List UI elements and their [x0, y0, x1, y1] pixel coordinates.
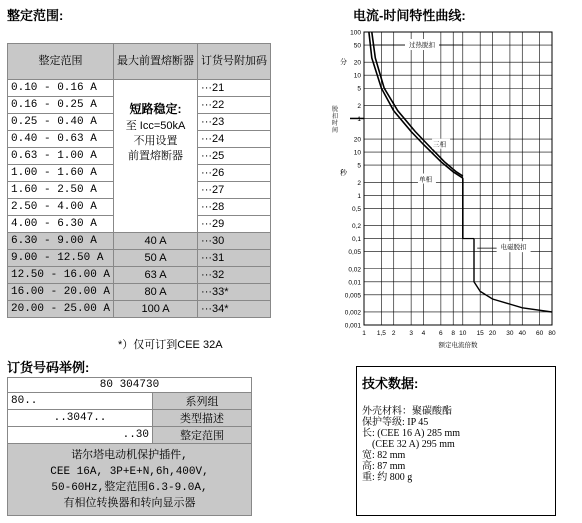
order-code: ..30 [8, 427, 153, 444]
y-tick-label: 2 [357, 179, 361, 187]
x-tick-label: 20 [488, 330, 497, 337]
code-cell: ···34* [198, 301, 271, 318]
code-cell: ···33* [198, 284, 271, 301]
y-tick-label: 0,05 [348, 249, 361, 257]
y-tick-label: 0,01 [348, 279, 361, 287]
curve-title: 电流-时间特性曲线: [353, 8, 466, 23]
range-cell: 6.30 - 9.00 A [8, 233, 114, 250]
code-cell: ···23 [198, 114, 271, 131]
order-label: 类型描述 [153, 410, 252, 427]
code-cell: ···30 [198, 233, 271, 250]
order-code: ..3047.. [8, 410, 153, 427]
code-cell: ···32 [198, 267, 271, 284]
y-tick-label: 0,02 [348, 266, 361, 274]
x-tick-label: 4 [421, 330, 426, 337]
header-code: 订货号附加码 [198, 44, 271, 80]
range-cell: 4.00 - 6.30 A [8, 216, 114, 233]
x-tick-label: 60 [536, 330, 544, 337]
annotation-single-phase: 单相 [418, 176, 432, 184]
range-cell: 1.00 - 1.60 A [8, 165, 114, 182]
x-tick-label: 3 [409, 330, 413, 337]
x-tick-label: 1,5 [376, 330, 386, 337]
curve-three-phase [369, 32, 463, 178]
desc-line: 50-60Hz,整定范围6.3-9.0A, [51, 481, 208, 494]
footnote: *）仅可订到CEE 32A [118, 339, 223, 351]
y-tick-label: 20 [353, 136, 361, 144]
y-unit-min: 分 [340, 59, 347, 66]
code-cell: ···25 [198, 148, 271, 165]
y-side-label-char: 扣 [332, 113, 339, 120]
x-tick-label: 10 [459, 330, 467, 337]
fuse-cell: 63 A [114, 267, 198, 284]
code-cell: ···27 [198, 182, 271, 199]
range-cell: 2.50 - 4.00 A [8, 199, 114, 216]
spec-box [356, 366, 556, 516]
spec-line: 保护等级: IP 45 [362, 417, 429, 428]
range-row [8, 284, 271, 301]
range-row [8, 233, 271, 250]
code-cell: ···24 [198, 131, 271, 148]
x-tick-label: 8 [451, 330, 456, 337]
range-cell: 20.00 - 25.00 A [8, 301, 114, 318]
curve-single-phase [372, 32, 463, 176]
range-title: 整定范围: [7, 8, 64, 23]
spec-line: 长: (CEE 16 A) 285 mm [362, 428, 461, 439]
range-row [8, 301, 271, 318]
fuse-cell: 100 A [114, 301, 198, 318]
x-tick-label: 6 [439, 330, 443, 337]
range-cell: 9.00 - 12.50 A [8, 250, 114, 267]
x-tick-label: 15 [476, 330, 484, 337]
y-tick-label: 1 [357, 192, 361, 200]
range-row [8, 267, 271, 284]
fuse-cell: 40 A [114, 233, 198, 250]
order-label: 系列组 [153, 393, 252, 410]
y-tick-label: 0,2 [351, 223, 361, 231]
x-tick-label: 2 [391, 330, 396, 337]
fuse-cell: 80 A [114, 284, 198, 301]
spec-title: 技术数据: [362, 376, 419, 391]
fuse-cell: 50 A [114, 250, 198, 267]
range-cell: 0.63 - 1.00 A [8, 148, 114, 165]
trip-curve-chart [330, 22, 558, 358]
range-cell: 1.60 - 2.50 A [8, 182, 114, 199]
note-line: 前置熔断器 [128, 150, 184, 162]
x-tick-label: 1 [362, 330, 366, 337]
range-cell: 0.25 - 0.40 A [8, 114, 114, 131]
short-circuit-note [114, 80, 198, 233]
annotation-three-phase: 三相 [433, 141, 447, 149]
order-label: 整定范围 [153, 427, 252, 444]
desc-line: 有相位转换器和转向显示器 [63, 497, 196, 510]
y-tick-label: 1 [357, 115, 361, 123]
order-number: 80 304730 [8, 378, 252, 393]
y-side-label-char: 间 [332, 127, 339, 134]
x-tick-label: 40 [518, 330, 526, 337]
note-line: 不用设置 [133, 135, 178, 147]
order-code: 80.. [8, 393, 153, 410]
order-description [8, 444, 252, 516]
header-range: 整定范围 [8, 44, 114, 80]
spec-line: 高: 87 mm [362, 461, 406, 472]
note-title: 短路稳定: [129, 102, 182, 116]
y-tick-label: 0,1 [351, 236, 361, 244]
range-cell: 0.40 - 0.63 A [8, 131, 114, 148]
range-cell: 0.16 - 0.25 A [8, 97, 114, 114]
y-tick-label: 0,005 [344, 292, 361, 300]
code-cell: ···21 [198, 80, 271, 97]
annotation-thermal: 过热脱扣 [408, 42, 435, 50]
annotation-magnetic: 电磁脱扣 [500, 244, 527, 252]
order-title: 订货号码举例: [7, 360, 90, 375]
order-table [7, 377, 252, 516]
code-cell: ···28 [198, 199, 271, 216]
y-side-label-char: 脱 [332, 106, 339, 113]
x-axis-label: 额定电流倍数 [438, 342, 478, 349]
code-cell: ···26 [198, 165, 271, 182]
header-fuse: 最大前置熔断器 [114, 44, 198, 80]
spec-line: (CEE 32 A) 295 mm [362, 439, 455, 450]
y-tick-label: 0,5 [351, 205, 361, 213]
desc-line: 诺尔塔电动机保护插件, [71, 449, 188, 462]
x-tick-label: 80 [548, 330, 556, 337]
x-tick-label: 30 [506, 330, 514, 337]
plot-frame [364, 32, 552, 325]
range-row [8, 250, 271, 267]
code-cell: ···31 [198, 250, 271, 267]
code-cell: ···22 [198, 97, 271, 114]
range-cell: 12.50 - 16.00 A [8, 267, 114, 284]
y-tick-label: 0,002 [344, 309, 361, 317]
y-unit-sec: 秒 [340, 170, 347, 178]
y-tick-label: 2 [357, 102, 361, 110]
desc-line: CEE 16A, 3P+E+N,6h,400V, [50, 465, 209, 478]
y-tick-label: 100 [350, 29, 361, 37]
y-tick-label: 10 [353, 149, 361, 157]
range-cell: 16.00 - 20.00 A [8, 284, 114, 301]
note-line: 至 Icc=50kA [125, 120, 186, 132]
y-tick-label: 5 [357, 85, 361, 93]
range-cell: 0.10 - 0.16 A [8, 80, 114, 97]
y-tick-label: 10 [353, 72, 361, 80]
code-cell: ···29 [198, 216, 271, 233]
y-side-label-char: 时 [332, 120, 339, 127]
y-tick-label: 50 [353, 42, 361, 50]
range-row [8, 80, 271, 97]
spec-line: 宽: 82 mm [362, 450, 406, 461]
range-table [7, 43, 271, 318]
y-tick-label: 0,001 [344, 322, 361, 330]
spec-line: 外壳材料：聚碳酸酯 [362, 406, 452, 417]
y-tick-label: 5 [357, 162, 361, 170]
y-tick-label: 20 [353, 59, 361, 67]
spec-line: 重: 约 800 g [362, 472, 413, 483]
